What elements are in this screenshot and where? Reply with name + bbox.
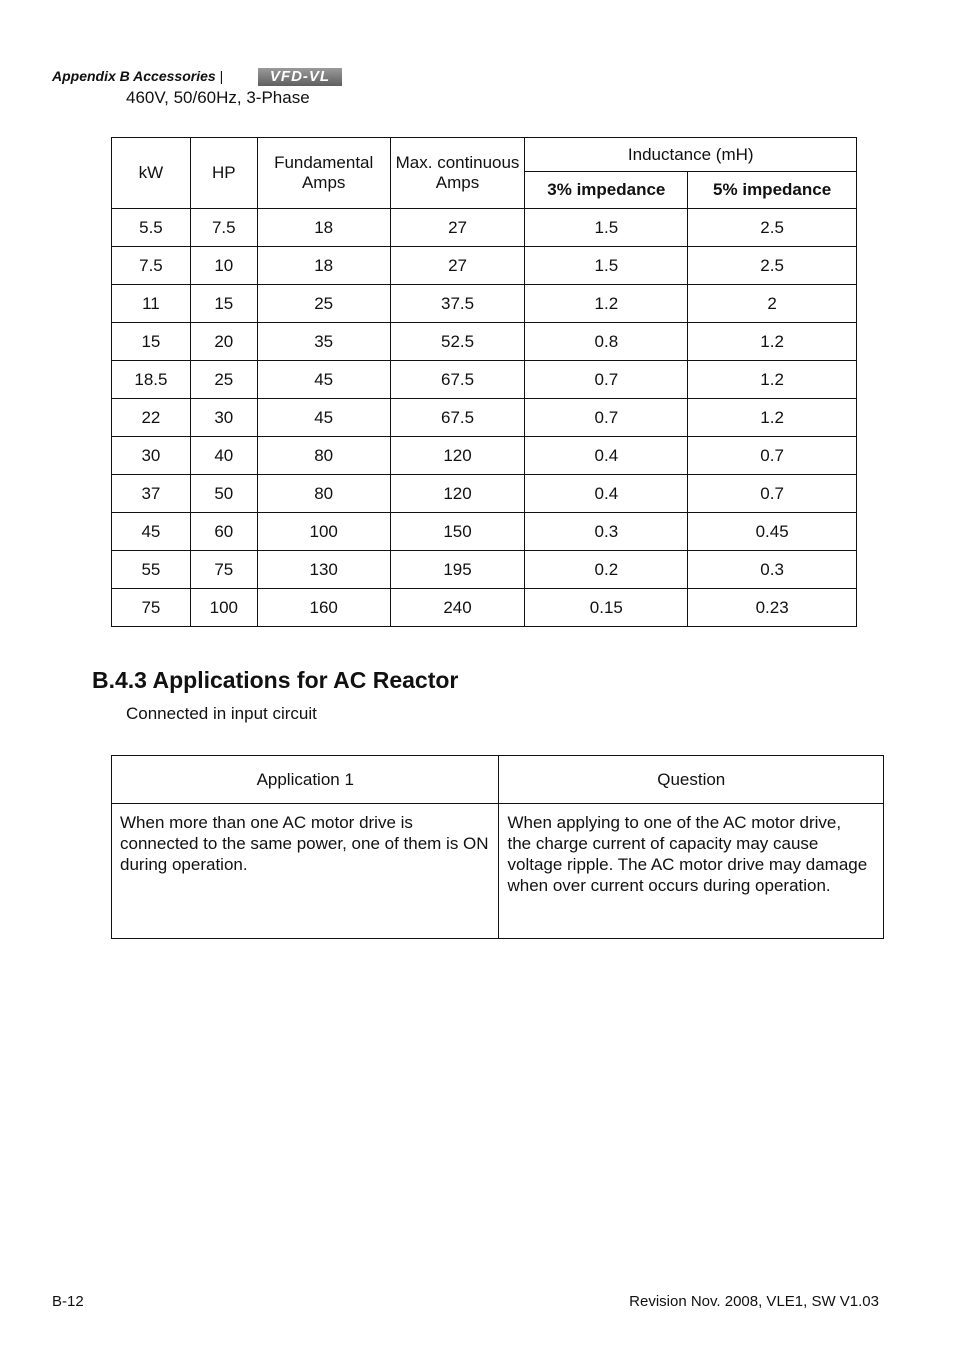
kw-cell: 75 <box>112 589 191 627</box>
header-fundamental-amps: Fundamental Amps <box>257 138 390 209</box>
header-question: Question <box>499 756 884 804</box>
fundamental-amps-cell: 45 <box>257 399 390 437</box>
imp3-cell: 0.2 <box>525 551 688 589</box>
imp3-cell: 1.2 <box>525 285 688 323</box>
reactor-spec-table <box>111 137 857 627</box>
kw-cell: 5.5 <box>112 209 191 247</box>
header-separator: | <box>219 68 224 84</box>
imp3-cell: 0.4 <box>525 437 688 475</box>
table-row <box>112 209 857 247</box>
fundamental-amps-cell: 160 <box>257 589 390 627</box>
table-row <box>112 437 857 475</box>
table-row <box>112 589 857 627</box>
max-amps-cell: 150 <box>390 513 525 551</box>
revision-info: Revision Nov. 2008, VLE1, SW V1.03 <box>629 1293 879 1310</box>
application-row <box>112 804 884 939</box>
imp5-cell: 0.7 <box>688 437 857 475</box>
fundamental-amps-cell: 100 <box>257 513 390 551</box>
imp3-cell: 0.8 <box>525 323 688 361</box>
imp5-cell: 2.5 <box>688 247 857 285</box>
imp5-cell: 0.7 <box>688 475 857 513</box>
hp-cell: 60 <box>190 513 257 551</box>
section-subtitle: Connected in input circuit <box>126 704 317 723</box>
imp3-cell: 0.15 <box>525 589 688 627</box>
hp-cell: 40 <box>190 437 257 475</box>
application-table <box>111 755 884 939</box>
kw-cell: 45 <box>112 513 191 551</box>
table-row <box>112 513 857 551</box>
question-line: When applying to one of the AC motor drive, <box>507 813 842 832</box>
table-row <box>112 399 857 437</box>
max-amps-cell: 27 <box>390 209 525 247</box>
fundamental-amps-cell: 80 <box>257 437 390 475</box>
application-text: When more than one AC motor drive is connected to the same power, one of them is ON during operation. <box>112 804 499 939</box>
fundamental-amps-cell: 45 <box>257 361 390 399</box>
max-amps-cell: 67.5 <box>390 361 525 399</box>
imp3-cell: 0.4 <box>525 475 688 513</box>
hp-cell: 50 <box>190 475 257 513</box>
hp-cell: 20 <box>190 323 257 361</box>
kw-cell: 11 <box>112 285 191 323</box>
imp3-cell: 0.3 <box>525 513 688 551</box>
kw-cell: 7.5 <box>112 247 191 285</box>
imp3-cell: 1.5 <box>525 209 688 247</box>
product-logo: VFD-VL <box>258 68 342 86</box>
max-amps-cell: 37.5 <box>390 285 525 323</box>
fundamental-amps-cell: 80 <box>257 475 390 513</box>
header-3pct-impedance: 3% impedance <box>525 172 688 209</box>
header-inductance: Inductance (mH) <box>525 138 857 172</box>
kw-cell: 55 <box>112 551 191 589</box>
hp-cell: 100 <box>190 589 257 627</box>
kw-cell: 18.5 <box>112 361 191 399</box>
kw-cell: 30 <box>112 437 191 475</box>
imp5-cell: 0.23 <box>688 589 857 627</box>
imp5-cell: 0.3 <box>688 551 857 589</box>
fundamental-amps-cell: 130 <box>257 551 390 589</box>
fundamental-amps-cell: 35 <box>257 323 390 361</box>
max-amps-cell: 27 <box>390 247 525 285</box>
imp3-cell: 1.5 <box>525 247 688 285</box>
header-hp: HP <box>190 138 257 209</box>
header-max-continuous-amps: Max. continuous Amps <box>390 138 525 209</box>
table-row <box>112 285 857 323</box>
hp-cell: 30 <box>190 399 257 437</box>
header-5pct-impedance: 5% impedance <box>688 172 857 209</box>
max-amps-cell: 195 <box>390 551 525 589</box>
max-amps-cell: 120 <box>390 475 525 513</box>
max-amps-cell: 240 <box>390 589 525 627</box>
table-row <box>112 361 857 399</box>
header-application: Application 1 <box>112 756 499 804</box>
page-number: B-12 <box>52 1293 84 1310</box>
imp5-cell: 2 <box>688 285 857 323</box>
imp5-cell: 1.2 <box>688 323 857 361</box>
question-line: the charge current of capacity may cause voltage ripple. The AC motor drive may damage when over current occurs during operation. <box>507 834 868 895</box>
page-header <box>52 68 227 84</box>
hp-cell: 7.5 <box>190 209 257 247</box>
hp-cell: 10 <box>190 247 257 285</box>
fundamental-amps-cell: 25 <box>257 285 390 323</box>
max-amps-cell: 67.5 <box>390 399 525 437</box>
imp5-cell: 2.5 <box>688 209 857 247</box>
fundamental-amps-cell: 18 <box>257 247 390 285</box>
imp3-cell: 0.7 <box>525 361 688 399</box>
kw-cell: 15 <box>112 323 191 361</box>
table-row <box>112 247 857 285</box>
spec-table-body <box>112 209 857 627</box>
max-amps-cell: 52.5 <box>390 323 525 361</box>
imp3-cell: 0.7 <box>525 399 688 437</box>
imp5-cell: 1.2 <box>688 361 857 399</box>
table-row <box>112 551 857 589</box>
header-kw: kW <box>112 138 191 209</box>
kw-cell: 22 <box>112 399 191 437</box>
fundamental-amps-cell: 18 <box>257 209 390 247</box>
hp-cell: 15 <box>190 285 257 323</box>
question-cell <box>499 804 884 939</box>
max-amps-cell: 120 <box>390 437 525 475</box>
header-section: Appendix B Accessories <box>52 68 216 84</box>
imp5-cell: 1.2 <box>688 399 857 437</box>
power-spec-subtitle: 460V, 50/60Hz, 3-Phase <box>126 88 310 107</box>
table-row <box>112 323 857 361</box>
kw-cell: 37 <box>112 475 191 513</box>
table-row <box>112 475 857 513</box>
hp-cell: 75 <box>190 551 257 589</box>
imp5-cell: 0.45 <box>688 513 857 551</box>
section-title: B.4.3 Applications for AC Reactor <box>92 667 459 693</box>
hp-cell: 25 <box>190 361 257 399</box>
